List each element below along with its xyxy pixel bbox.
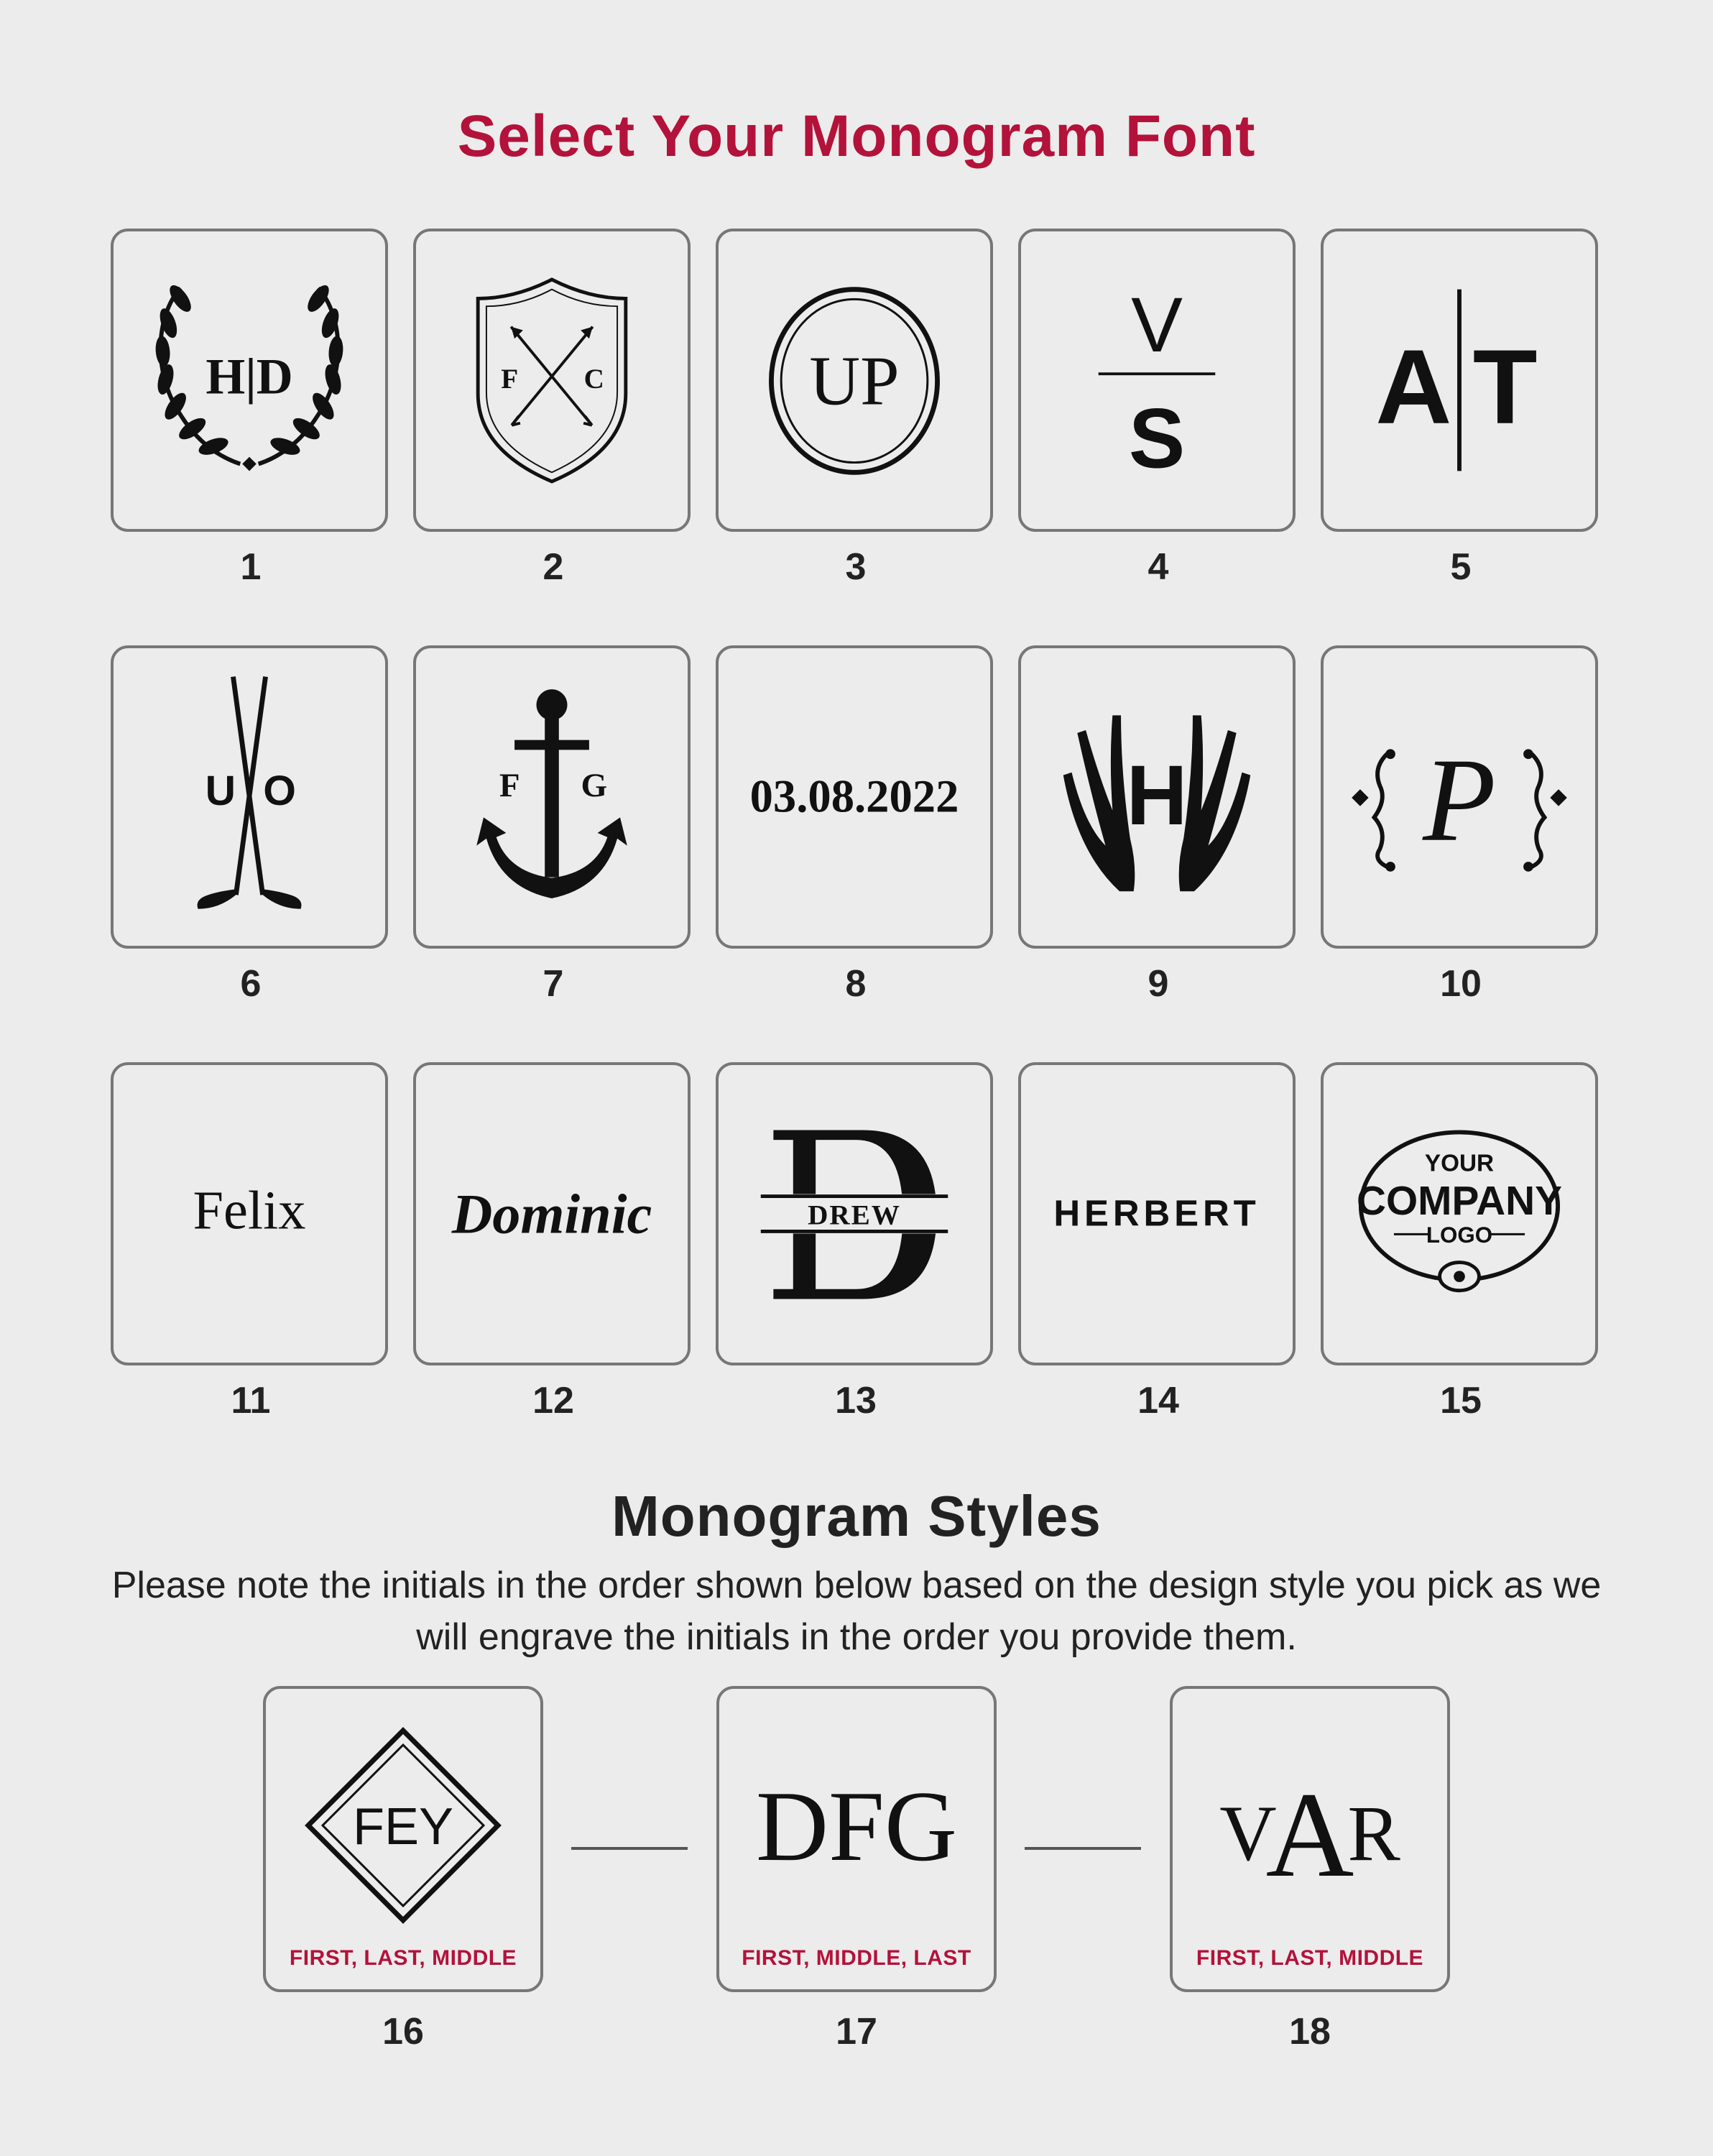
font-number: 4	[1148, 546, 1169, 588]
circle-frame-icon	[719, 229, 990, 532]
font-number: 5	[1450, 546, 1472, 588]
style-sample-18-right: R	[1347, 1789, 1400, 1877]
font-sample-3: UP	[809, 342, 900, 420]
font-card-14[interactable]	[1018, 1062, 1296, 1365]
split-letter-icon	[719, 1062, 990, 1365]
font-sample-11: Felix	[193, 1179, 306, 1241]
font-option-10[interactable]	[1321, 645, 1601, 1009]
style-option-16[interactable]	[263, 1686, 543, 2057]
stacked-line-icon	[1021, 229, 1293, 532]
antlers-icon	[1021, 645, 1293, 949]
font-option-7[interactable]	[413, 645, 693, 1009]
style-card-16[interactable]	[263, 1686, 543, 1992]
style-option-18[interactable]	[1170, 1686, 1450, 2057]
serif-text	[719, 1703, 994, 1940]
font-number: 6	[240, 963, 262, 1005]
spaced-caps-text	[1021, 1062, 1293, 1365]
font-option-11[interactable]	[111, 1062, 391, 1426]
style-number: 18	[1289, 2011, 1331, 2053]
font-number: 9	[1148, 963, 1169, 1005]
font-card-12[interactable]	[413, 1062, 691, 1365]
style-card-18[interactable]	[1170, 1686, 1450, 1992]
style-caption: FIRST, MIDDLE, LAST	[742, 1946, 971, 1970]
font-option-13[interactable]	[716, 1062, 996, 1426]
golf-clubs-icon	[114, 645, 385, 949]
font-option-12[interactable]	[413, 1062, 693, 1426]
font-number: 3	[845, 546, 867, 588]
font-number: 12	[532, 1380, 574, 1422]
font-card-3[interactable]	[716, 229, 993, 532]
font-number: 11	[231, 1380, 271, 1422]
font-card-4[interactable]	[1018, 229, 1296, 532]
font-option-8[interactable]	[716, 645, 996, 1009]
font-sample-4-top: V	[1131, 280, 1183, 368]
font-card-11[interactable]	[111, 1062, 388, 1365]
font-number: 8	[845, 963, 867, 1005]
font-number: 2	[542, 546, 564, 588]
font-card-10[interactable]	[1321, 645, 1598, 949]
font-number: 14	[1137, 1380, 1179, 1422]
font-sample-4-bottom: S	[1128, 391, 1186, 486]
page-title: Select Your Monogram Font	[457, 103, 1256, 169]
font-option-3[interactable]	[716, 229, 996, 592]
blackletter-text	[416, 1062, 688, 1365]
anchor-icon	[416, 645, 688, 949]
font-card-9[interactable]	[1018, 645, 1296, 949]
font-sample-7-left: F	[499, 767, 520, 805]
style-caption: FIRST, LAST, MIDDLE	[289, 1946, 517, 1970]
tall-middle-text	[1173, 1703, 1447, 1940]
font-option-9[interactable]	[1018, 645, 1298, 1009]
font-option-6[interactable]	[111, 645, 391, 1009]
font-card-15[interactable]	[1321, 1062, 1598, 1365]
font-sample-12: Dominic	[451, 1182, 652, 1245]
style-sample-18-middle: A	[1265, 1767, 1354, 1902]
connector-line	[571, 1847, 688, 1850]
font-card-2[interactable]	[413, 229, 691, 532]
font-number: 10	[1440, 963, 1482, 1005]
font-sample-8: 03.08.2022	[749, 770, 959, 822]
font-sample-2-right: C	[583, 363, 604, 395]
font-option-2[interactable]	[413, 229, 693, 592]
divider-line-icon	[1324, 229, 1595, 532]
logo-line-1: YOUR	[1424, 1150, 1495, 1177]
font-card-5[interactable]	[1321, 229, 1598, 532]
font-number: 1	[240, 546, 262, 588]
font-sample-14: HERBERT	[1053, 1192, 1260, 1234]
font-sample-10: P	[1423, 734, 1496, 867]
style-sample-17: DFG	[755, 1771, 958, 1882]
font-sample-6-right: O	[263, 767, 296, 814]
flourish-icon	[1324, 645, 1595, 949]
styles-title: Monogram Styles	[611, 1484, 1102, 1548]
style-number: 16	[382, 2011, 424, 2053]
logo-line-2: COMPANY	[1356, 1178, 1563, 1224]
font-sample-1: H|D	[206, 349, 293, 405]
font-card-7[interactable]	[413, 645, 691, 949]
style-card-17[interactable]	[716, 1686, 997, 1992]
font-card-6[interactable]	[111, 645, 388, 949]
style-option-17[interactable]	[716, 1686, 997, 2057]
style-sample-16: FEY	[352, 1798, 454, 1856]
laurel-wreath-icon	[114, 229, 385, 532]
style-caption: FIRST, LAST, MIDDLE	[1196, 1946, 1424, 1970]
company-logo-icon	[1324, 1062, 1595, 1365]
font-sample-13-name: DREW	[808, 1199, 901, 1231]
date-text	[719, 645, 990, 949]
font-grid	[111, 229, 1602, 1443]
diamond-frame-icon	[266, 1703, 540, 1940]
style-number: 17	[836, 2011, 877, 2053]
font-sample-5-left: A	[1375, 328, 1452, 446]
connector-line	[1025, 1847, 1141, 1850]
font-card-13[interactable]	[716, 1062, 993, 1365]
font-number: 7	[542, 963, 564, 1005]
font-option-4[interactable]	[1018, 229, 1298, 592]
font-sample-2-left: F	[501, 363, 519, 395]
font-number: 13	[835, 1380, 877, 1422]
font-card-8[interactable]	[716, 645, 993, 949]
styles-note: Please note the initials in the order shown below based on the design style you pick as we will engrave the initials in the order you provide them.	[111, 1565, 1602, 1658]
font-option-14[interactable]	[1018, 1062, 1298, 1426]
font-option-1[interactable]	[111, 229, 391, 592]
style-sample-18-left: V	[1219, 1789, 1277, 1877]
font-sample-6-left: U	[205, 767, 236, 814]
font-sample-7-right: G	[581, 767, 608, 805]
font-sample-9: H	[1126, 748, 1188, 843]
font-sample-5-right: T	[1472, 328, 1538, 446]
font-option-5[interactable]	[1321, 229, 1601, 592]
serif-text	[114, 1062, 385, 1365]
crest-arrows-icon	[416, 229, 688, 532]
logo-line-3: LOGO	[1426, 1222, 1493, 1248]
font-card-1[interactable]	[111, 229, 388, 532]
font-option-15[interactable]	[1321, 1062, 1601, 1426]
font-number: 15	[1440, 1380, 1482, 1422]
